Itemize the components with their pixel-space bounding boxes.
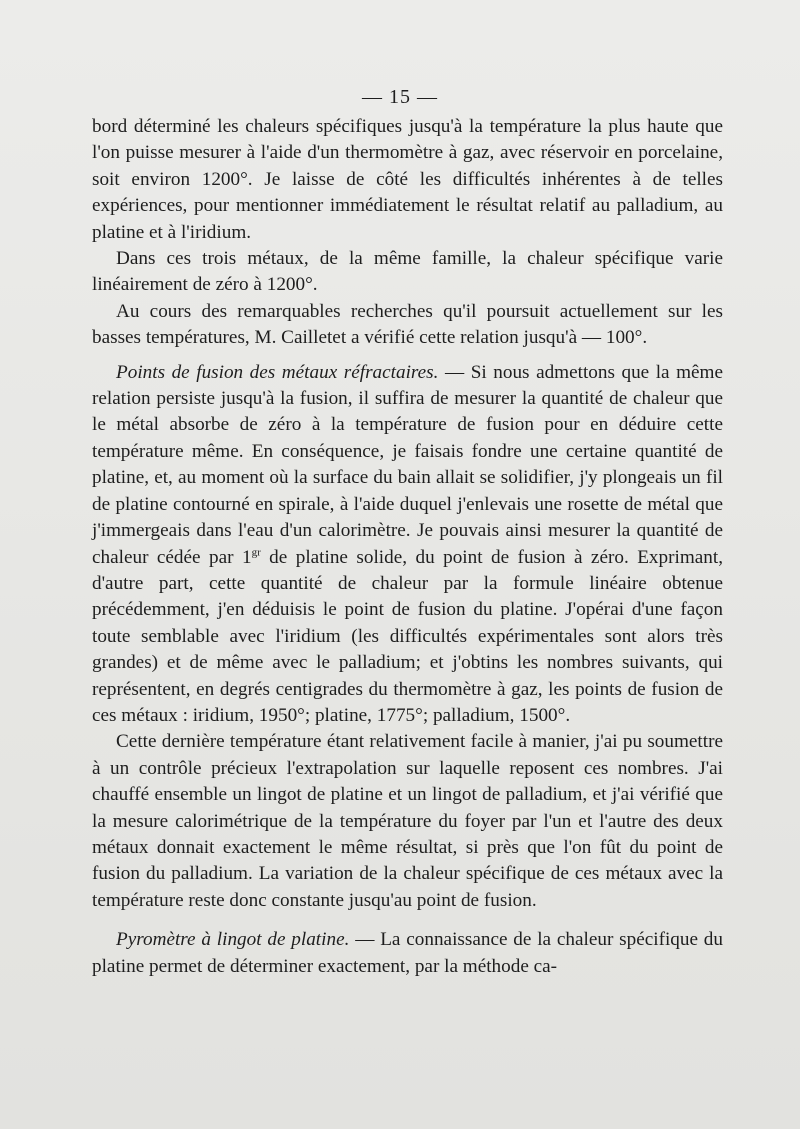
paragraph-1 — [92, 114, 723, 246]
unit-superscript: gr — [251, 546, 261, 559]
paragraph-3-text: Au cours des remarquables recherches qu'il poursuit actuellement sur les basses températures, M. Cailletet a vérifié cette relation jusqu'à — 100°. — [92, 300, 723, 349]
paragraph-1-text: bord déterminé les chaleurs spécifiques jusqu'à la température la plus haute que l'on puisse mesurer à l'aide d'un thermomètre à gaz, avec réservoir en porcelaine, soit environ 1200°. Je laisse de côté les difficultés inhérentes à de telles expériences, pour mentionner immédiatement le résultat relatif au palladium, au platine et à l'iridium. — [92, 116, 723, 243]
paragraph-melting-points-text: — Si nous admettons que la même relation persiste jusqu'à la fusion, il suffira de mesurer la quantité de chaleur que le métal absorbe de zéro à la température de fusion pour en déduire cette température même. En conséquence, je faisais fondre une certaine quantité de platine, et, au moment où la surface du bain allait se solidifier, j'y plongeais un fil de platine contourné en spirale, à l'aide duquel j'enlevais une rosette de métal que j'immergeais dans l'eau d'un calorimètre. Je pouvais ainsi mesurer la quantité de chaleur cédée par 1 — [92, 361, 723, 568]
page-body — [92, 114, 723, 980]
paragraph-2-text: Dans ces trois métaux, de la même famille, la chaleur spécifique varie linéairement de zéro à 1200°. — [92, 248, 723, 296]
paragraph-melting-points-text-continued: de platine solide, du point de fusion à zéro. Exprimant, d'autre part, cette quantité de chaleur par la formule linéaire obtenue précédemment, j'en déduisis le point de fusion du platine. J'opérai d'une façon toute semblable avec l'iridium (les difficultés expérimentales sont alors très grandes) et de même avec le palladium; et j'obtins les nombres suivants, qui représentent, en degrés centigrades du thermomètre à gaz, les points de fusion de ces métaux : iridium, 1950°; platine, 1775°; palladium, 1500°. — [92, 546, 723, 726]
paragraph-5-text: Cette dernière température étant relativement facile à manier, j'ai pu soumettre à un contrôle précieux l'extrapolation sur laquelle reposent ces nombres. J'ai chauffé ensemble un lingot de platine et un lingot de palladium, et j'ai vérifié que la mesure calorimétrique de la température du foyer par l'un et l'autre des deux métaux donnait exactement le même résultat, si près que l'on fût du point de fusion du palladium. La variation de la chaleur spécifique de ces métaux avec la température reste donc constante jusqu'au point de fusion. — [92, 731, 723, 911]
paragraph-5 — [92, 729, 723, 914]
page-number: — 15 — — [362, 86, 438, 108]
section-heading-pyrometer: Pyromètre à lingot de platine. — [116, 929, 350, 951]
paragraph-pyrometer — [92, 927, 723, 980]
paragraph-2 — [92, 246, 723, 299]
paragraph-pyrometer-text: — La connaissance de la chaleur spécifique du platine permet de déterminer exactement, par la méthode ca- — [92, 929, 723, 977]
paragraph-melting-points — [92, 360, 723, 730]
paragraph-3 — [92, 299, 723, 352]
section-heading-melting-points: Points de fusion des métaux réfractaires. — [116, 361, 439, 383]
